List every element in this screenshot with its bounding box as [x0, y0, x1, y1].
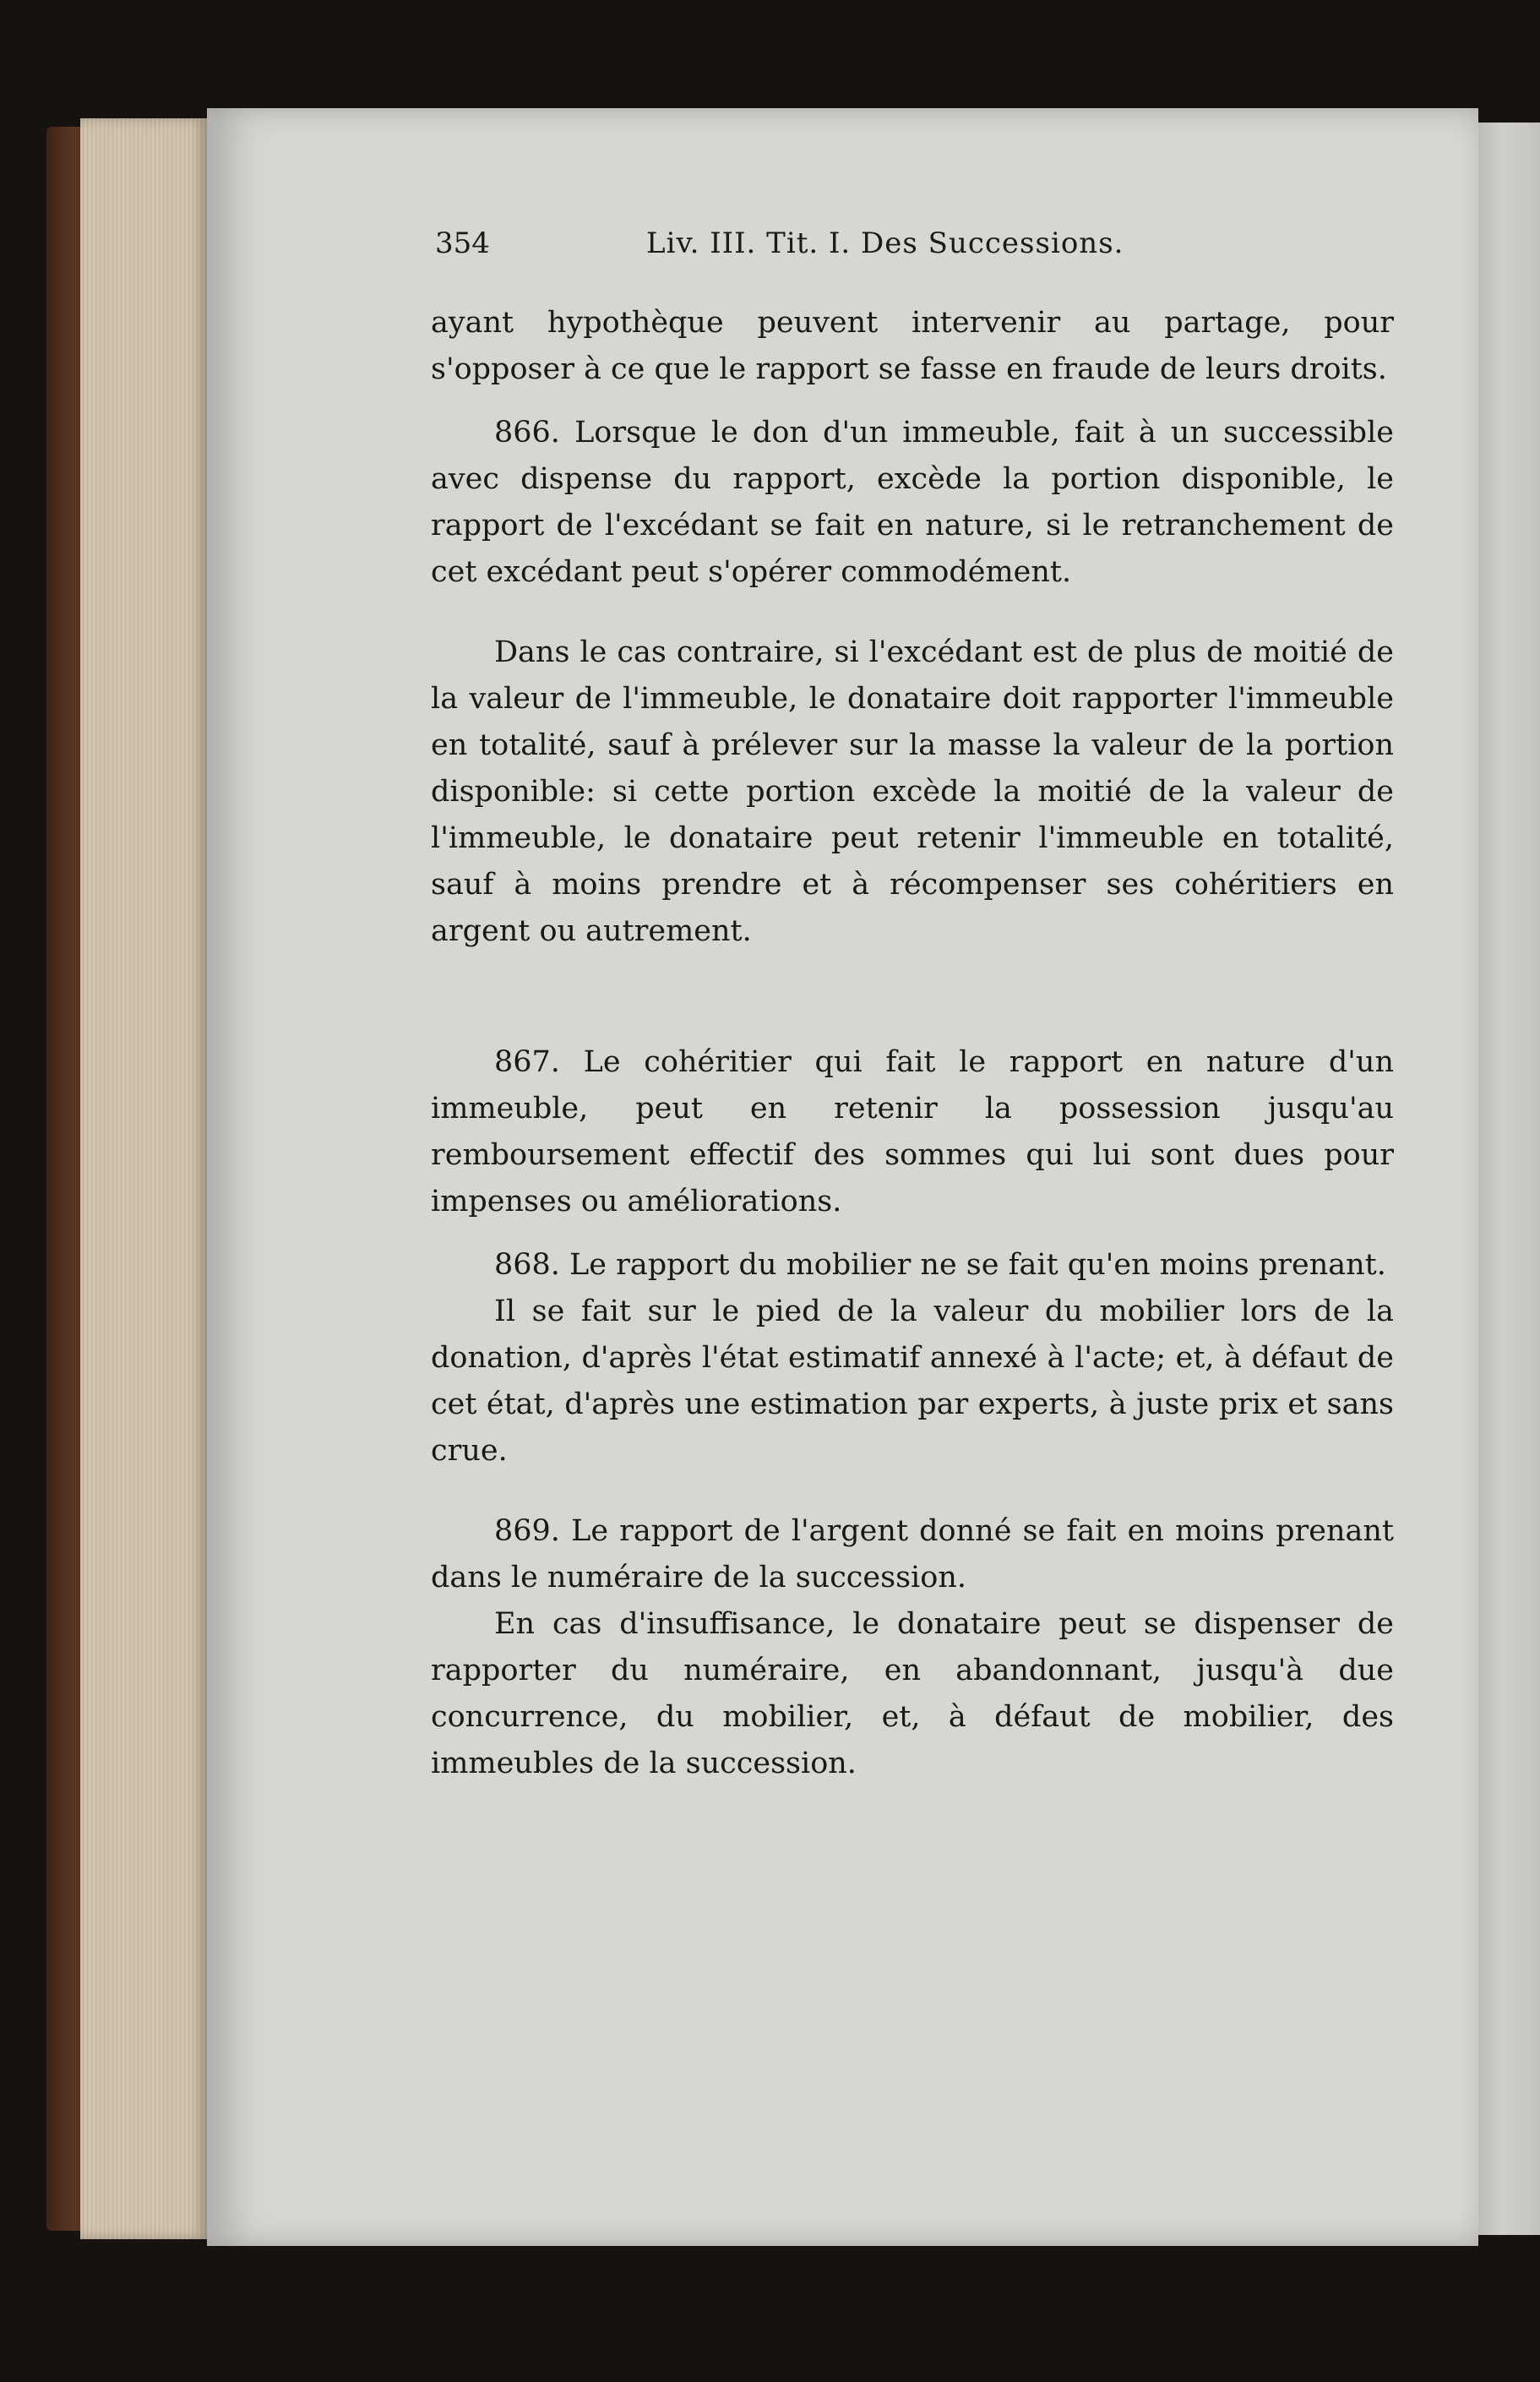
body-text [431, 300, 1394, 1787]
page-edges [80, 118, 207, 2239]
running-head [435, 226, 1170, 269]
article-869-paragraph-2: En cas d'insuffisance, le donataire peut se dispenser de rapporter du numéraire, en abandonnant, jusqu'à due concurrence, du mobilier, et, à défaut de mobilier, des immeubles de la succession. [431, 1607, 1394, 1780]
article-866-paragraph-2: Dans le cas contraire, si l'excédant est de plus de moitié de la valeur de l'immeuble, le donataire doit rapporter l'immeuble en totalité, sauf à prélever sur la masse la valeur de la portion disponible: si cette portion excède la moitié de la valeur de l'immeuble, le donataire peut retenir l'immeuble en totalité, sauf à moins prendre et à récompenser ses cohéritiers en argent ou autrement. [431, 635, 1394, 948]
article-868: 868. Le rapport du mobilier ne se fait qu'en moins prenant. [494, 1248, 1386, 1282]
running-head-title: Liv. III. Tit. I. Des Successions. [646, 226, 1124, 260]
article-867: 867. Le cohéritier qui fait le rapport en nature d'un immeuble, peut en retenir la possession jusqu'au remboursement effectif des sommes qui lui sont dues pour impenses ou améliorations. [431, 1045, 1394, 1218]
paragraph-continuation: ayant hypothèque peuvent intervenir au partage, pour s'opposer à ce que le rapport se fasse en fraude de leurs droits. [431, 306, 1394, 386]
facing-page-edge [1478, 123, 1540, 2235]
article-869: 869. Le rapport de l'argent donné se fait en moins prenant dans le numéraire de la succession. [431, 1514, 1394, 1594]
article-868-paragraph-2: Il se fait sur le pied de la valeur du mobilier lors de la donation, d'après l'état estimatif annexé à l'acte; et, à défaut de cet état, d'après une estimation par experts, à juste prix et sans crue. [431, 1295, 1394, 1468]
article-866: 866. Lorsque le don d'un immeuble, fait à un successible avec dispense du rapport, excède la portion disponible, le rapport de l'excédant se fait en nature, si le retranchement de cet excédant peut s'opérer commodément. [431, 416, 1394, 589]
page-number: 354 [435, 226, 490, 260]
